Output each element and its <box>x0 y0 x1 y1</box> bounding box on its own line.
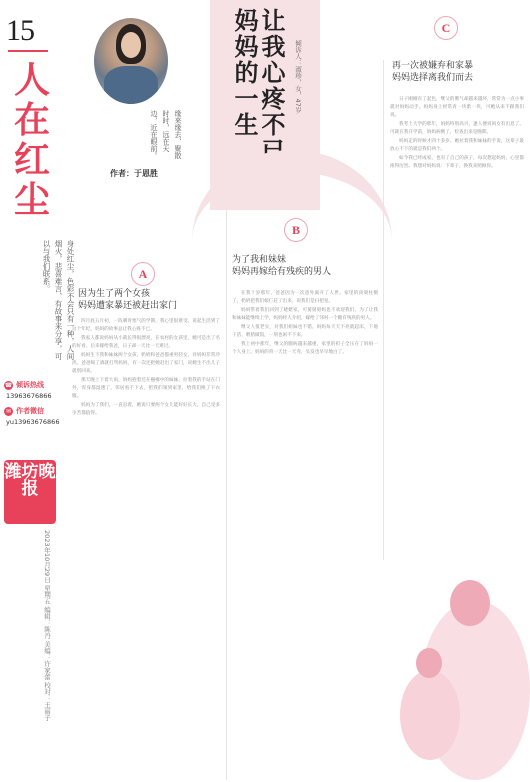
column-title: 人在红尘 <box>14 60 51 220</box>
section-c-paragraph: 日子刚刚有了起色，继父的脾气却越来越坏，常常为一点小事就对妈妈动手。妈妈身上经常青一块紫一块，可她从来不跟我们说。 <box>390 97 524 118</box>
section-b-title-line2: 妈妈再嫁给有残疾的男人 <box>232 267 332 277</box>
section-c-paragraph: 如今我已经成家，也有了自己的孩子，每次想起妈妈，心里都疼得厉害。我想对妈妈说：下辈子，换我来照顾你。 <box>390 156 524 169</box>
section-b-paragraph: 继父人很老实，对我们姐妹也不错。妈妈每天天不亮就起床，下地干活、喂猪做饭，一刻也闲不下来。 <box>232 325 378 338</box>
section-c-paragraph: 我考上大学的那年，妈妈特别高兴，逢人便说闺女有出息了。可就在我开学前，妈妈病倒了，检查出来是晚期。 <box>390 122 524 135</box>
section-c-title <box>392 60 526 84</box>
section-a-title-line1: 因为生了两个女孩 <box>78 289 151 299</box>
wechat-label-row <box>4 406 64 416</box>
column-divider <box>383 60 384 560</box>
section-a-paragraph: 四月底五月初，一阵刺骨寒气的学期，我心里很难受。说起生活到了这个年纪，妈妈的故事总让我心疼不已。 <box>72 319 220 332</box>
section-b-title-line1: 为了我和妹妹 <box>232 255 287 265</box>
section-c-paragraph: 妈妈走的时候才四十多岁。她拉着我和妹妹的手说，这辈子最放心不下的就是我们两个。 <box>390 139 524 152</box>
headline-subtitle: 倾诉人：淑珍，女，47岁 <box>294 40 302 114</box>
section-b-mark: B <box>284 218 308 242</box>
mother-child-illustration <box>380 560 530 782</box>
section-b-body <box>232 290 378 778</box>
hotline-label-row <box>4 380 64 390</box>
wechat-label: 作者微信 <box>16 407 44 415</box>
illustration-head <box>450 580 490 626</box>
photo-body <box>104 66 158 104</box>
phone-icon: ☎ <box>4 381 13 389</box>
section-b-paragraph: 我上初中那年，继父的腿病越来越重，家里的担子全压在了妈妈一个人身上。妈妈的背一天比一天弯，头发也早早地白了。 <box>232 342 378 355</box>
section-a-mark: A <box>131 262 155 286</box>
column-slogan: 身处红尘，色彩不会只有一种，人间烟火，悲喜难言，有故事来分享，可以与我们联系。 <box>42 240 75 360</box>
author-line: 作者：于恩胜 <box>110 169 158 178</box>
headline: 让我心疼不已妈妈的一生 <box>230 8 285 164</box>
section-a-paragraph: 妈妈为了我们，一直忍着，她说只要两个女儿能好好长大，自己受多少苦都值得。 <box>72 403 220 416</box>
page-number: 15 <box>6 14 34 47</box>
section-b-paragraph: 妈妈带着我们回到了姥姥家，可舅舅舅妈也不欢迎我们。为了让我和妹妹能继续上学，妈妈经人介绍，嫁给了邻村一个腿有残疾的男人。 <box>232 308 378 321</box>
poem: 缘来缘去，聚散时时，远在天边，近在眼前。 <box>150 110 182 159</box>
section-a-paragraph: 那天晚上下着大雨，妈妈抱着还在襁褓中的妹妹，拉着我的手站在门外，浑身都湿透了。邻居看不下去，把我们领到家里，给我们换了干衣服。 <box>72 378 220 399</box>
newspaper-logo: 潍坊晚报 <box>4 460 56 524</box>
section-c-title-line1: 再一次被嫌弃和家暴 <box>392 61 474 71</box>
hotline-label: 倾诉热线 <box>16 381 44 389</box>
section-a-title <box>78 288 228 312</box>
illustration-child-head <box>416 648 442 678</box>
page-meta: 2023年10月29日 星期五 编辑：陈丹 美编：许家蕾 校对：王丽子 <box>43 530 51 721</box>
section-a-body <box>72 318 220 778</box>
illustration-child <box>400 670 460 760</box>
hotline-value: 13963676866 <box>6 392 52 400</box>
section-a-paragraph: 妈妈生下我和妹妹两个女孩，奶奶和爸爸都重男轻女，对妈妈非常冷淡。爸爸喝了酒就打骂妈妈，有一次还把她赶出了家门，说她生不出儿子就别回来。 <box>72 353 220 374</box>
section-c-body <box>390 96 524 566</box>
contact-info <box>4 380 64 432</box>
author-photo <box>94 18 168 104</box>
section-b-title <box>232 254 382 278</box>
section-c-title-line2: 妈妈选择离我们而去 <box>392 73 474 83</box>
left-column <box>0 0 75 782</box>
section-c-mark: C <box>434 16 458 40</box>
photo-face <box>121 32 141 58</box>
section-a-title-line2: 妈妈遭家暴还被赶出家门 <box>78 301 178 311</box>
chat-icon: ✉ <box>5 407 12 415</box>
section-b-paragraph: 在我十岁那年，爸爸因为一次意外离开了人世。家里的顶梁柱倒了，奶奶把我们娘仨赶了出来，说我们是扫把星。 <box>232 291 378 304</box>
page-number-rule <box>8 50 48 52</box>
wechat-value: yu13963676866 <box>6 418 60 426</box>
section-a-paragraph: 我家人都说妈妈从小就长得很漂亮，在农村的女孩里，她可是出了名的好看。后来嫁给我爸，日子却一天比一天难过。 <box>72 336 220 349</box>
